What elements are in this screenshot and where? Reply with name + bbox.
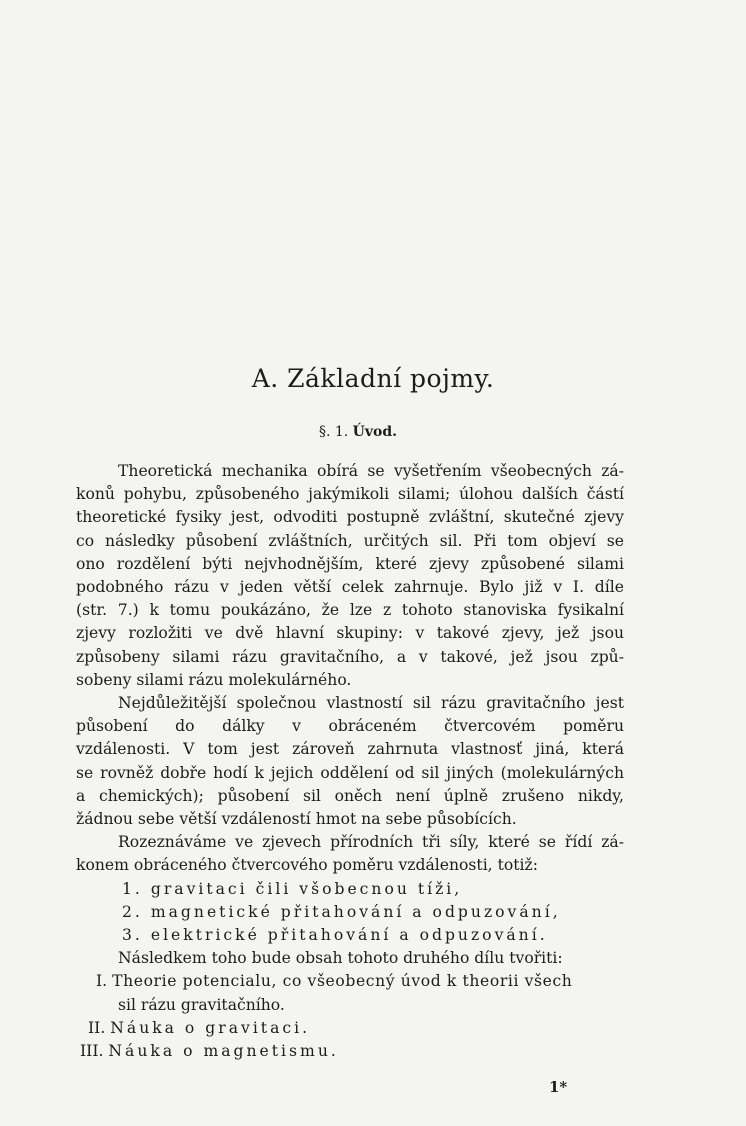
text-line: a chemických); působení sil oněch není úplně zrušeno nikdy, bbox=[76, 786, 624, 805]
contents-text: Náuka o gravitaci. bbox=[110, 1018, 311, 1037]
text-line: sobeny silami rázu molekulárného. bbox=[76, 670, 352, 689]
list-item: 1. gravitaci čili všobecnou tíži, bbox=[122, 879, 463, 898]
page-title: A. Základní pojmy. bbox=[251, 364, 495, 393]
text-line: vzdálenosti. V tom jest zároveň zahrnuta vlastnosť jiná, která bbox=[76, 740, 624, 759]
text-line: podobného rázu v jeden větší celek zahrnuje. Bylo již v I. díle bbox=[76, 578, 624, 597]
text-line: žádnou sebe větší vzdáleností hmot na sebe působících. bbox=[76, 810, 517, 829]
body-text bbox=[76, 460, 624, 1063]
text-line: (str. 7.) k tomu poukázáno, že lze z tohoto stanoviska fysikalní bbox=[76, 601, 624, 620]
contents-item bbox=[76, 1017, 624, 1040]
text-line: způsobeny silami rázu gravitačního, a v takové, jež jsou způ- bbox=[76, 647, 624, 666]
contents-text: Náuka o magnetismu. bbox=[108, 1042, 339, 1061]
text-line: Následkem toho bude obsah tohoto druhého dílu tvořiti: bbox=[118, 949, 563, 968]
text-line: ono rozdělení býti nejvhodnějším, které zjevy způsobené silami bbox=[76, 554, 624, 573]
contents-item bbox=[76, 1040, 624, 1063]
text-line: theoretické fysiky jest, odvoditi postupně zvláštní, skutečné zjevy bbox=[76, 508, 624, 527]
text-line: konem obráceného čtvercového poměru vzdálenosti, totiž: bbox=[76, 856, 538, 875]
list-item: 2. magnetické přitahování a odpuzování, bbox=[122, 902, 561, 921]
text-line: konů pohybu, způsobeného jakýmikoli silami; úlohou dalších částí bbox=[76, 485, 624, 504]
text-line: se rovněž dobře hodí k jejich oddělení od sil jiných (molekulárných bbox=[76, 763, 624, 782]
text-line: Theoretická mechanika obírá se vyšetřením všeobecných zá- bbox=[118, 462, 624, 480]
page-number: 1* bbox=[549, 1078, 568, 1096]
text-line: Nejdůležitější společnou vlastností sil rázu gravitačního jest bbox=[118, 694, 624, 713]
contents-item bbox=[76, 970, 624, 993]
text-line: co následky působení zvláštních, určitých sil. Při tom objeví se bbox=[76, 531, 624, 550]
section-title: Úvod. bbox=[352, 424, 398, 440]
contents-continuation: sil rázu gravitačního. bbox=[118, 995, 285, 1014]
section-heading bbox=[0, 424, 716, 440]
text-line: zjevy rozložiti ve dvě hlavní skupiny: v takové zjevy, jež jsou bbox=[76, 624, 624, 643]
text-line: Rozeznáváme ve zjevech přírodních tři síly, které se řídí zá- bbox=[118, 833, 624, 852]
contents-numeral: III. bbox=[80, 1042, 104, 1061]
contents-numeral: I. bbox=[96, 972, 108, 991]
section-number: §. 1. bbox=[318, 424, 349, 440]
contents-text: Theorie potencialu, co všeobecný úvod k theorii všech bbox=[112, 972, 573, 991]
text-line: působení do dálky v obráceném čtvercovém poměru bbox=[76, 717, 624, 736]
list-item: 3. elektrické přitahování a odpuzování. bbox=[122, 926, 548, 945]
contents-numeral: II. bbox=[88, 1018, 106, 1037]
